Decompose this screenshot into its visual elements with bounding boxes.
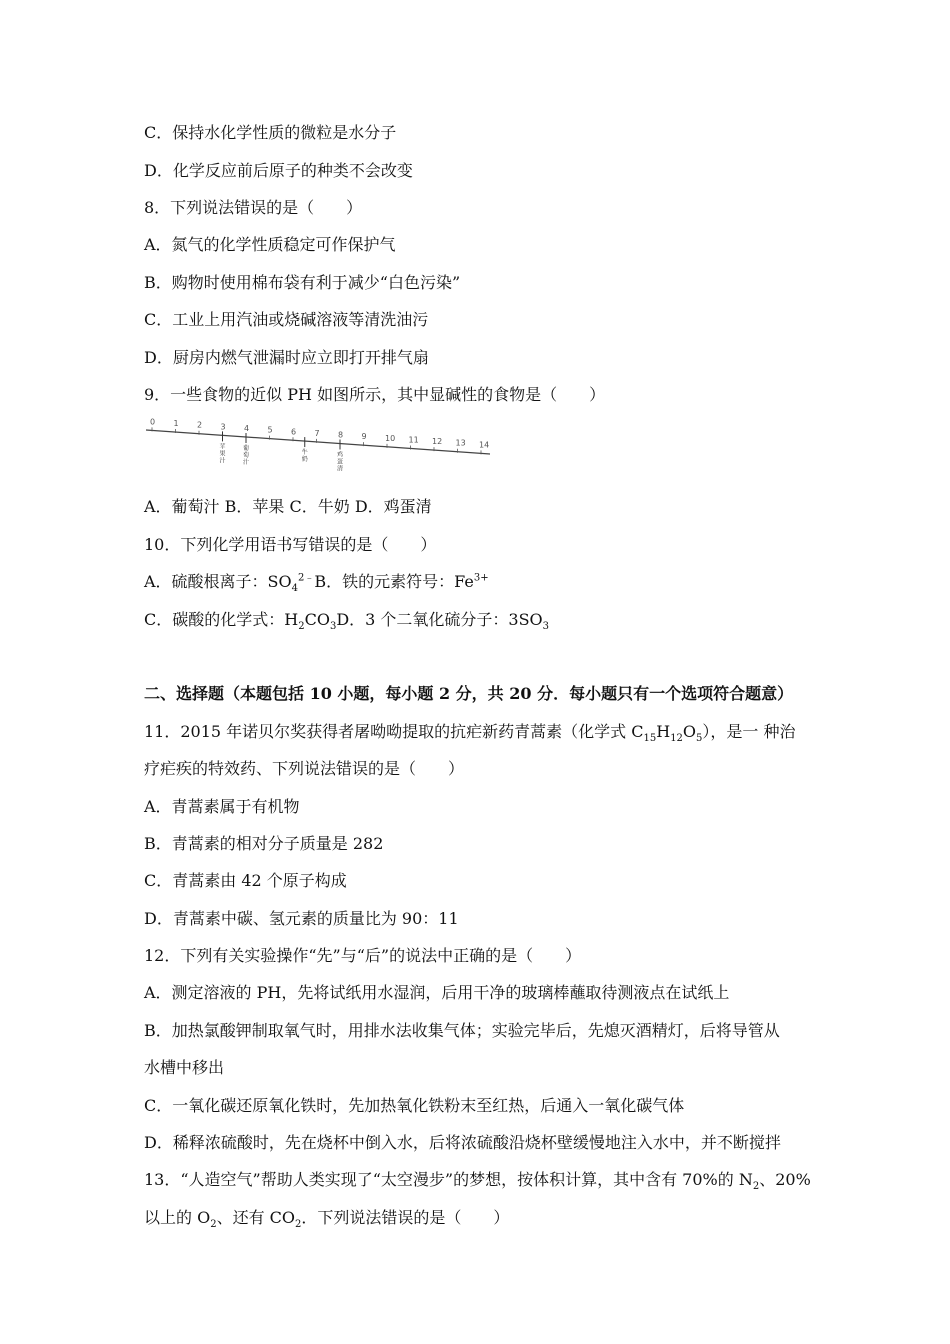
q11-option-a: A．青蒿素属于有机物 [144,797,300,816]
ph-tick-label: 5 [267,425,273,435]
ph-tick-label: 14 [479,440,490,450]
q10-option-c: C．碳酸的化学式：$H_2CO_3$ [144,610,337,633]
ph-tick-label: 13 [455,438,466,448]
q8-stem: 8．下列说法错误的是（ ） [144,198,363,217]
q10-option-d: D．3 个二氧化硫分子：$3SO_3$ [336,610,550,633]
q10-option-a: A．硫酸根离子：$SO_4^{2﹣}$ [144,572,315,595]
q12-option-d: D．稀释浓硫酸时，先在烧杯中倒入水，后将浓硫酸沿烧杯壁缓慢地注入水中，并不断搅拌 [144,1133,781,1152]
ph-tick-label: 3 [220,422,226,432]
q11-option-d: D．青蒿素中碳、氢元素的质量比为 90：11 [144,909,459,928]
q8-option-c: C．工业上用汽油或烧碱溶液等清洗油污 [144,310,429,329]
q11-stem-line2: 疗疟疾的特效药、下列说法错误的是（ ） [144,759,465,778]
q13-stem-line2: 以上的 $O_2$、还有 $CO_2$．下列说法错误的是（ ） [144,1208,510,1231]
ph-tick-label: 6 [291,427,297,437]
q12-option-a: A．测定溶液的 PH，先将试纸用水湿润，后用干净的玻璃棒蘸取待测液点在试纸上 [144,983,730,1002]
q8-option-b: B．购物时使用棉布袋有利于减少“白色污染” [144,273,461,292]
q11-stem-line1: 11．2015 年诺贝尔奖获得者屠呦呦提取的抗疟新药青蒿素（化学式 $C_{15}H_{12}O_5$），是一 种治 [144,722,796,745]
ph-tick-label: 12 [432,437,443,447]
q10-option-b: B．铁的元素符号：$Fe^{3+}$ [314,572,489,591]
ph-tick-label: 11 [408,435,419,445]
q9-stem: 9．一些食物的近似 PH 如图所示，其中显碱性的食物是（ ） [144,385,606,404]
q12-option-b-line1: B．加热氯酸钾制取氧气时，用排水法收集气体；实验完毕后，先熄灭酒精灯，后将导管从 [144,1021,780,1040]
q11-option-b: B．青蒿素的相对分子质量是 282 [144,834,384,853]
q12-stem: 12．下列有关实验操作“先”与“后”的说法中正确的是（ ） [144,946,582,965]
ph-food-label: 牛奶 [301,449,308,464]
q13-stem-line1: 13．“人造空气”帮助人类实现了“太空漫步”的梦想，按体积计算，其中含有 70%的 $N_2$、20% [144,1170,811,1193]
ph-tick-label: 9 [361,432,367,442]
ph-food-label: 鸡蛋清 [337,451,344,472]
q8-option-a: A．氮气的化学性质稳定可作保护气 [144,235,396,254]
ph-tick-label: 2 [197,420,203,430]
q8-option-d: D．厨房内燃气泄漏时应立即打开排气扇 [144,348,429,367]
ph-tick-label: 4 [244,423,250,433]
q12-option-c: C．一氧化碳还原氧化铁时，先加热氧化铁粉末至红热，后通入一氧化碳气体 [144,1096,685,1115]
q10-stem: 10．下列化学用语书写错误的是（ ） [144,535,437,554]
ph-food-label: 苹果汁 [219,443,226,465]
ph-tick-label: 10 [385,433,396,443]
ph-scale-figure [144,410,494,472]
ph-food-label: 葡萄汁 [243,444,250,466]
ph-tick-label: 8 [338,430,344,440]
q11-option-c: C．青蒿素由 42 个原子构成 [144,871,347,890]
q10-options-ab [144,572,489,595]
q7-option-c: C．保持水化学性质的微粒是水分子 [144,123,397,142]
section-2-heading: 二、选择题（本题包括 10 小题，每小题 2 分，共 20 分．每小题只有一个选项符合题意） [144,684,794,703]
q12-option-b-line2: 水槽中移出 [144,1058,225,1077]
ph-tick-label: 0 [150,417,156,427]
q7-option-d: D．化学反应前后原子的种类不会改变 [144,161,413,180]
q10-options-cd [144,610,550,633]
ph-tick-label: 7 [314,428,320,438]
q9-options: A．葡萄汁 B．苹果 C．牛奶 D．鸡蛋清 [144,497,432,516]
ph-tick-label: 1 [173,419,179,429]
